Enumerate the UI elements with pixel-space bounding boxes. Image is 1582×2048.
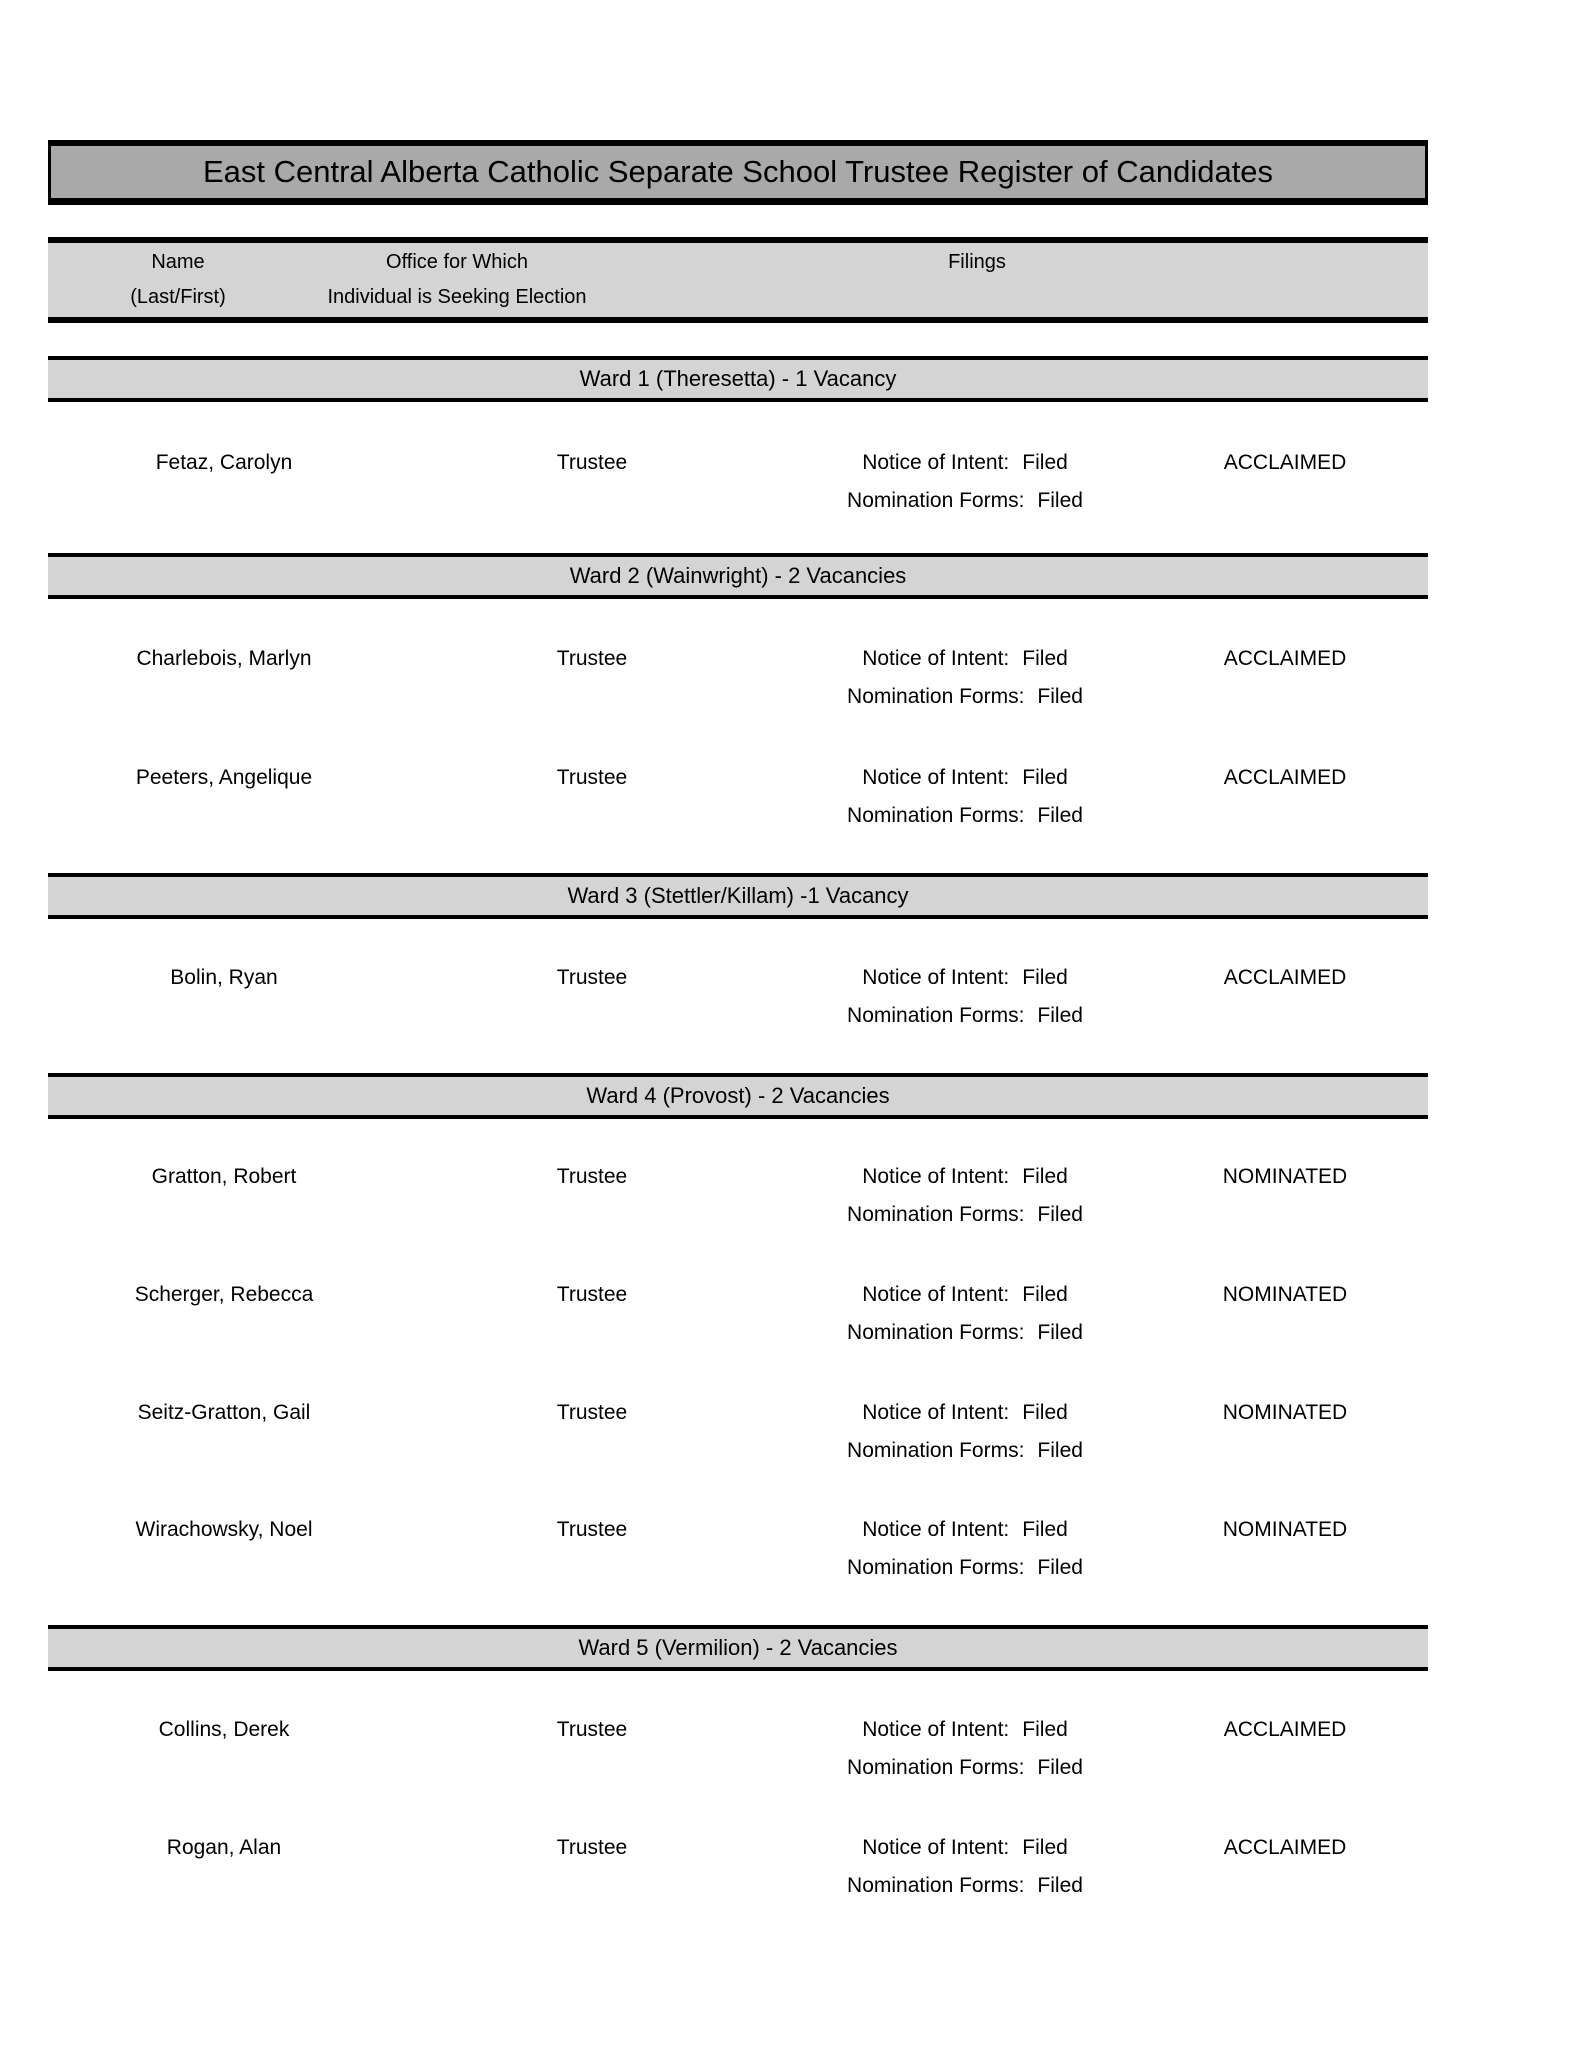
candidate-name: Rogan, Alan — [166, 1836, 282, 1859]
candidate-status: ACCLAIMED — [1223, 451, 1347, 474]
filing-line — [755, 1711, 1175, 1749]
candidate-office: Trustee — [556, 451, 628, 474]
candidate-status: NOMINATED — [1222, 1283, 1348, 1306]
filing-line — [755, 1549, 1175, 1587]
filing-label: Notice of Intent: — [862, 451, 1010, 474]
filing-line — [755, 1432, 1175, 1470]
filing-line — [755, 797, 1175, 835]
candidate-name: Charlebois, Marlyn — [136, 647, 312, 670]
filing-line — [755, 444, 1175, 482]
filing-value: Filed — [1022, 1165, 1068, 1188]
table-header-row — [48, 237, 1428, 323]
filing-line — [755, 678, 1175, 716]
ward-section-bar-1 — [48, 356, 1428, 402]
candidate-office: Trustee — [556, 1165, 628, 1188]
filing-label: Nomination Forms: — [847, 1874, 1025, 1897]
header-name-line1: Name — [151, 251, 205, 273]
filing-value: Filed — [1037, 1874, 1083, 1897]
candidate-row — [0, 759, 1582, 839]
filing-value: Filed — [1037, 804, 1083, 827]
candidate-name: Collins, Derek — [158, 1718, 290, 1741]
candidate-filings — [755, 1711, 1175, 1787]
filing-value: Filed — [1037, 1556, 1083, 1579]
filing-value: Filed — [1037, 1756, 1083, 1779]
filing-label: Notice of Intent: — [862, 647, 1010, 670]
filing-line — [755, 482, 1175, 520]
candidate-name: Peeters, Angelique — [135, 766, 313, 789]
filing-value: Filed — [1037, 1439, 1083, 1462]
filing-label: Notice of Intent: — [862, 1401, 1010, 1424]
filing-value: Filed — [1022, 451, 1068, 474]
filing-label: Nomination Forms: — [847, 685, 1025, 708]
candidate-filings — [755, 1276, 1175, 1352]
filing-label: Notice of Intent: — [862, 1518, 1010, 1541]
ward-section-bar-4 — [48, 1073, 1428, 1119]
ward-section-title: Ward 2 (Wainwright) - 2 Vacancies — [569, 563, 907, 588]
filing-label: Nomination Forms: — [847, 804, 1025, 827]
candidate-row — [0, 1158, 1582, 1238]
candidate-office: Trustee — [556, 1518, 628, 1541]
filing-label: Nomination Forms: — [847, 489, 1025, 512]
candidate-filings — [755, 1158, 1175, 1234]
filing-value: Filed — [1022, 766, 1068, 789]
filing-label: Notice of Intent: — [862, 766, 1010, 789]
filing-line — [755, 1749, 1175, 1787]
candidate-filings — [755, 1394, 1175, 1470]
candidate-row — [0, 444, 1582, 524]
filing-value: Filed — [1022, 1283, 1068, 1306]
candidate-filings — [755, 1511, 1175, 1587]
header-office — [307, 245, 607, 315]
candidate-filings — [755, 1829, 1175, 1905]
filing-label: Nomination Forms: — [847, 1556, 1025, 1579]
ward-section-bar-5 — [48, 1625, 1428, 1671]
filing-line — [755, 759, 1175, 797]
filing-label: Notice of Intent: — [862, 1283, 1010, 1306]
candidate-filings — [755, 759, 1175, 835]
filing-value: Filed — [1022, 966, 1068, 989]
ward-section-title: Ward 3 (Stettler/Killam) -1 Vacancy — [567, 883, 909, 908]
filing-label: Notice of Intent: — [862, 1718, 1010, 1741]
filing-value: Filed — [1022, 1836, 1068, 1859]
candidate-status: ACCLAIMED — [1223, 647, 1347, 670]
candidate-filings — [755, 640, 1175, 716]
filing-value: Filed — [1037, 489, 1083, 512]
ward-section-bar-2 — [48, 553, 1428, 599]
header-filings — [827, 245, 1127, 280]
candidate-office: Trustee — [556, 1283, 628, 1306]
candidate-name: Wirachowsky, Noel — [135, 1518, 313, 1541]
candidate-status: ACCLAIMED — [1223, 1718, 1347, 1741]
ward-section-title: Ward 4 (Provost) - 2 Vacancies — [586, 1083, 890, 1108]
candidate-name: Fetaz, Carolyn — [155, 451, 293, 474]
filing-label: Nomination Forms: — [847, 1321, 1025, 1344]
candidate-name: Gratton, Robert — [151, 1165, 297, 1188]
candidate-office: Trustee — [556, 766, 628, 789]
filing-label: Nomination Forms: — [847, 1004, 1025, 1027]
filing-value: Filed — [1022, 647, 1068, 670]
candidate-office: Trustee — [556, 1836, 628, 1859]
filing-label: Nomination Forms: — [847, 1756, 1025, 1779]
filing-value: Filed — [1022, 1518, 1068, 1541]
candidate-status: NOMINATED — [1222, 1165, 1348, 1188]
header-name — [48, 245, 308, 315]
candidate-status: NOMINATED — [1222, 1401, 1348, 1424]
candidate-name: Scherger, Rebecca — [134, 1283, 314, 1306]
filing-line — [755, 1196, 1175, 1234]
filing-value: Filed — [1037, 1321, 1083, 1344]
filing-value: Filed — [1037, 1004, 1083, 1027]
ward-section-title: Ward 5 (Vermilion) - 2 Vacancies — [578, 1635, 898, 1660]
filing-line — [755, 1158, 1175, 1196]
filing-line — [755, 1394, 1175, 1432]
candidate-status: ACCLAIMED — [1223, 1836, 1347, 1859]
filing-label: Notice of Intent: — [862, 1836, 1010, 1859]
header-filings-line1: Filings — [948, 251, 1006, 273]
candidate-row — [0, 1711, 1582, 1791]
filing-line — [755, 640, 1175, 678]
candidate-row — [0, 1829, 1582, 1909]
filing-label: Nomination Forms: — [847, 1439, 1025, 1462]
candidate-office: Trustee — [556, 647, 628, 670]
candidate-status: ACCLAIMED — [1223, 766, 1347, 789]
candidate-status: ACCLAIMED — [1223, 966, 1347, 989]
candidate-name: Bolin, Ryan — [170, 966, 278, 989]
page-title: East Central Alberta Catholic Separate School Trustee Register of Candidates — [202, 154, 1274, 189]
header-office-line2: Individual is Seeking Election — [327, 286, 587, 308]
ward-section-bar-3 — [48, 873, 1428, 919]
filing-label: Notice of Intent: — [862, 966, 1010, 989]
candidate-row — [0, 1511, 1582, 1591]
filing-line — [755, 1314, 1175, 1352]
filing-value: Filed — [1037, 1203, 1083, 1226]
candidate-row — [0, 640, 1582, 720]
filing-label: Nomination Forms: — [847, 1203, 1025, 1226]
filing-value: Filed — [1022, 1718, 1068, 1741]
document-title-bar — [48, 140, 1428, 205]
header-office-line1: Office for Which — [386, 251, 528, 273]
candidate-row — [0, 1394, 1582, 1474]
filing-line — [755, 1511, 1175, 1549]
filing-value: Filed — [1037, 685, 1083, 708]
filing-line — [755, 1276, 1175, 1314]
filing-line — [755, 1829, 1175, 1867]
filing-label: Notice of Intent: — [862, 1165, 1010, 1188]
header-name-line2: (Last/First) — [130, 286, 226, 308]
candidate-name: Seitz-Gratton, Gail — [137, 1401, 311, 1424]
filing-line — [755, 997, 1175, 1035]
candidate-filings — [755, 444, 1175, 520]
filing-line — [755, 1867, 1175, 1905]
filing-line — [755, 959, 1175, 997]
filing-value: Filed — [1022, 1401, 1068, 1424]
candidate-status: NOMINATED — [1222, 1518, 1348, 1541]
candidate-row — [0, 959, 1582, 1039]
candidate-office: Trustee — [556, 966, 628, 989]
candidate-filings — [755, 959, 1175, 1035]
candidate-row — [0, 1276, 1582, 1356]
candidate-office: Trustee — [556, 1718, 628, 1741]
ward-section-title: Ward 1 (Theresetta) - 1 Vacancy — [579, 366, 897, 391]
candidate-office: Trustee — [556, 1401, 628, 1424]
